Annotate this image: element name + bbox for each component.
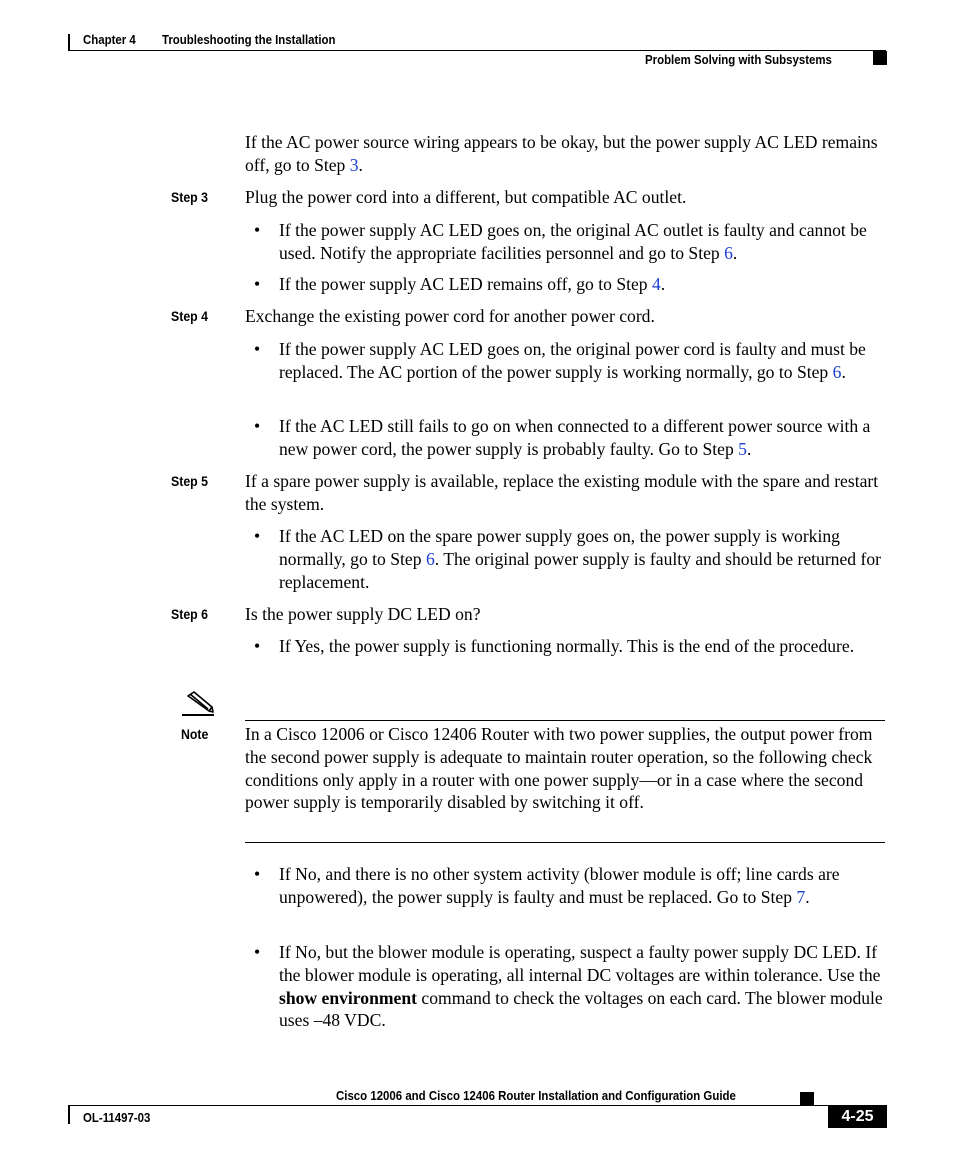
note-top-rule [245,720,885,721]
header-left-bar [68,34,70,51]
footer-top-block [800,1092,814,1106]
bullet-item: If the AC LED still fails to go on when connected to a different power source with a new power cord, the power supply is probably faulty. Go to Step 5. [279,416,871,459]
bullet-dot: • [254,339,261,359]
bullet-dot: • [254,636,261,656]
bullet-dot: • [254,220,261,240]
header-section: Problem Solving with Subsystems [645,52,832,67]
note-label: Note [181,726,209,742]
step-label: Step 3 [171,189,208,205]
bullet-dot: • [254,274,261,294]
step-label: Step 6 [171,606,208,622]
bullet-dot: • [254,416,261,436]
bullet-dot: • [254,864,261,884]
page-number: 4-25 [828,1106,887,1128]
intro-paragraph: If the AC power source wiring appears to be okay, but the power supply AC LED remains off, go to Step 3. [245,132,878,175]
note-bottom-rule [245,842,885,843]
footer-rule [68,1105,887,1106]
step-link[interactable]: 3 [349,154,359,175]
step-label: Step 5 [171,473,208,489]
footer-title: Cisco 12006 and Cisco 12406 Router Installation and Configuration Guide [336,1088,736,1103]
step-label: Step 4 [171,308,208,324]
bullet-item: If Yes, the power supply is functioning normally. This is the end of the procedure. [279,636,855,656]
bullet-dot: • [254,942,261,962]
footer-doc-id: OL-11497-03 [83,1110,151,1125]
step-text: Plug the power cord into a different, but compatible AC outlet. [245,187,687,207]
step-link[interactable]: 6 [832,361,842,382]
bullet-dot: • [254,526,261,546]
step-link[interactable]: 6 [724,242,733,263]
step-text: If a spare power supply is available, replace the existing module with the spare and restart the system. [245,471,879,514]
footer-left-bar [68,1106,70,1124]
header-rule [68,50,886,51]
header-chapter: Chapter 4 [83,32,136,47]
step-link[interactable]: 4 [652,274,661,294]
bullet-item: If the power supply AC LED goes on, the original AC outlet is faulty and cannot be used. Notify the appropriate facilities personnel and go to Step 6. [279,220,867,263]
step-link[interactable]: 7 [796,886,806,907]
pencil-note-icon [182,690,214,716]
bullet-item: If No, but the blower module is operating, suspect a faulty power supply DC LED. If the blower module is operating, all internal DC voltages are within tolerance. Use the show environment command to check the voltages on each card. The blower module uses –48 VDC. [279,942,883,1031]
step-link[interactable]: 5 [738,438,747,459]
header-chapter-title: Troubleshooting the Installation [162,32,336,47]
step-text: Exchange the existing power cord for another power cord. [245,306,655,326]
bullet-item: If the power supply AC LED remains off, go to Step 4. [279,274,666,294]
step-link[interactable]: 6 [425,548,435,569]
bullet-item: If No, and there is no other system activity (blower module is off; line cards are unpowered), the power supply is faulty and must be replaced. Go to Step 7. [279,864,840,907]
bullet-item: If the power supply AC LED goes on, the original power cord is faulty and must be replaced. The AC portion of the power supply is working normally, go to Step 6. [279,339,866,382]
header-right-block [873,51,887,65]
command-name: show environment [279,987,417,1008]
step-text: Is the power supply DC LED on? [245,604,481,624]
note-text: In a Cisco 12006 or Cisco 12406 Router with two power supplies, the output power from the second power supply is adequate to maintain router operation, so the following check conditions only apply in a router with one power supply—or in a case where the second power supply is temporarily disabled by switching it off. [245,724,873,813]
bullet-item: If the AC LED on the spare power supply goes on, the power supply is working normally, go to Step 6. The original power supply is faulty and should be returned for replacement. [279,526,881,592]
